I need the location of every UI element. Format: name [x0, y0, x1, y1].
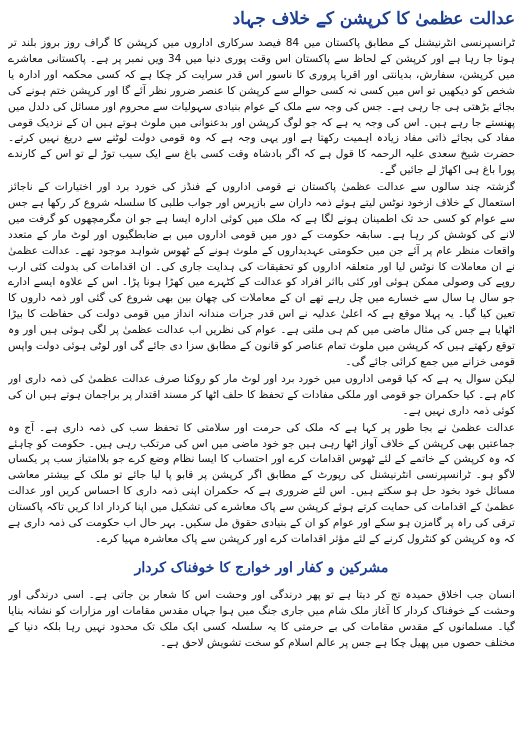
closing-paragraph: انسان جب اخلاق حمیدہ تج کر دیتا ہے تو پھر درندگی اور وحشت اس کا شعار بن جاتی ہے۔ اسی درندگی اور وحشت کے خوفناک کردار کا آغاز ملک شام میں جاری جنگ میں ہوا جہاں مقدس مقامات اور مزارات کو نشانہ بنایا گیا۔ مسلمانوں کے مقدس مقامات کی بے حرمتی کا یہ سلسلہ کسی ایک ملک تک محدود نہیں رہا بلکہ دنیا کے مختلف حصوں میں پھیل چکا ہے جس پر عالم اسلام کو سخت تشویش لاحق ہے۔ — [8, 588, 515, 649]
article-paragraph: عدالت عظمیٰ نے بجا طور پر کہا ہے کہ ملک کی حرمت اور سلامتی کا تحفظ سب کی ذمہ داری ہے۔ آج وہ جماعتیں بھی کرپشن کے خلاف آواز اٹھا رہی ہیں جو خود ماضی میں اس کی مرتکب رہی ہیں۔ حکومت کو چاہئے کہ وہ کرپشن کے خاتمے کے لئے ٹھوس اقدامات کرے اور احتساب کا ایسا نظام وضع کرے جو بلاامتیاز سب پر یکساں لاگو ہو۔ ٹرانسپرنسی انٹرنیشنل کی رپورٹ کے مطابق اگر کرپشن پر قابو پا لیا جائے تو ملک کے بیشتر معاشی مسائل خود بخود حل ہو سکتے ہیں۔ اس لئے ضروری ہے کہ حکمران اپنی ذمہ داری کا احساس کریں اور عدالت عظمیٰ کے اقدامات کی حمایت کرتے ہوئے کرپشن سے پاک معاشرے کی تشکیل میں اپنا کردار ادا کریں تاکہ پاکستان ترقی کی راہ پر گامزن ہو سکے اور عوام کو ان کے بنیادی حقوق مل سکیں۔ بہر حال اب حکومت کی ذمہ داری ہے کہ وہ کرپشن کو کنٹرول کرنے کے لئے مؤثر اقدامات کرے اور کرپشن سے پاک معاشرہ مہیا کرے۔ — [8, 421, 515, 545]
article-paragraph: ٹرانسپرنسی انٹرنیشنل کے مطابق پاکستان میں 84 فیصد سرکاری اداروں میں کرپشن کا گراف روز بروز بلند تر ہوتا جا رہا ہے اور کرپشن کے لحاظ سے پاکستان اس وقت پوری دنیا میں 34 ویں نمبر پر ہے۔ پاکستانی معاشرے میں کرپشن، سفارش، بدیانتی اور اقربا پروری کا ناسور اس قدر سرایت کر چکا ہے کہ کسی محکمہ اور ادارہ یا شخص کو دیکھیں تو اس میں کسی نہ کسی حوالے سے کرپشن کا عنصر ضرور نظر آئے گا اور کرپشن ختم ہونے کی بجائے بڑھتی ہی جا رہی ہے۔ جس کی وجہ سے ملک کے عوام بنیادی سہولیات سے محروم اور مسائل کی دلدل میں پھنستے جا رہے ہیں۔ اس کی وجہ یہ ہے کہ جو لوگ کرپشن اور بدعنوانی میں ملوث ہوتے ہیں ان کے نزدیک قومی مفاد کی بجائے ذاتی مفاد زیادہ اہمیت رکھتا ہے اور یہی وجہ ہے کہ وہ قومی دولت لوٹنے سے دریغ نہیں کرتے۔ حضرت شیخ سعدی علیہ الرحمہ کا قول ہے کہ اگر بادشاہ وقت کسی باغ سے ایک سیب توڑ لے تو اس کے کارندے پورا باغ ہی اکھاڑ لے جائیں گے۔ — [8, 37, 515, 177]
section-subheading: مشرکین و کفار اور خوارج کا خوفناک کردار — [134, 559, 389, 576]
article-title: عدالت عظمیٰ کا کرپشن کے خلاف جہاد — [232, 9, 515, 29]
article-body — [8, 36, 515, 548]
article-paragraph: لیکن سوال یہ ہے کہ کیا قومی اداروں میں خورد برد اور لوٹ مار کو روکنا صرف عدالت عظمیٰ کی ذمہ داری اور کام ہے۔ کیا حکمران جو قومی اور ملکی مفادات کے تحفظ کا حلف اٹھا کر مسند اقتدار پر براجمان ہوتے ہیں ان کی کوئی ذمہ داری نہیں ہے۔ — [8, 372, 515, 417]
article-paragraph: گزشتہ چند سالوں سے عدالت عظمیٰ پاکستان نے قومی اداروں کے فنڈز کی خورد برد اور اختیارات کے ناجائز استعمال کے خلاف ازخود نوٹس لیتے ہوئے ذمہ داران سے بازپرس اور جواب طلبی کا سلسلہ شروع کر رکھا ہے جس سے عوام کو کسی حد تک اطمینان ہونے لگا ہے کہ ملک میں کوئی ادارہ ایسا ہے جو ان مگرمچھوں کو گرفت میں لانے کی کوشش کر رہا ہے۔ سابقہ حکومت کے دور میں قومی اداروں میں بے ضابطگیوں اور لوٹ مار کے متعدد واقعات منظر عام پر آئے جن میں حکومتی عہدیداروں کے ملوث ہونے کے ٹھوس شواہد موجود تھے۔ عدالت عظمیٰ نے ان معاملات کا نوٹس لیا اور متعلقہ اداروں کو تحقیقات کی ہدایت جاری کی۔ ان اقدامات کی بدولت کئی ارب روپے کی وصولی ممکن ہوئی اور کئی بااثر افراد کو عدالت کے کٹہرے میں کھڑا ہونا پڑا۔ اس کے علاوہ ایسے ادارے جو سال ہا سال سے خسارے میں چل رہے تھے ان کے معاملات کی چھان بین بھی شروع کی گئی اور ذمہ داروں کا تعین کیا گیا۔ یہ پہلا موقع ہے کہ اعلیٰ عدلیہ نے اس قدر جرات مندانہ انداز میں قومی دولت کی حفاظت کا بیڑا اٹھایا ہے جس کی مثال ماضی میں کم ہی ملتی ہے۔ عوام کی نظریں اب عدالت عظمیٰ پر لگی ہوئی ہیں اور وہ توقع رکھتے ہیں کہ کرپشن میں ملوث تمام عناصر کو قانون کے مطابق سزا دی جائے گی اور لوٹی ہوئی دولت واپس قومی خزانے میں جمع کرائی جائے گی۔ — [8, 181, 515, 368]
